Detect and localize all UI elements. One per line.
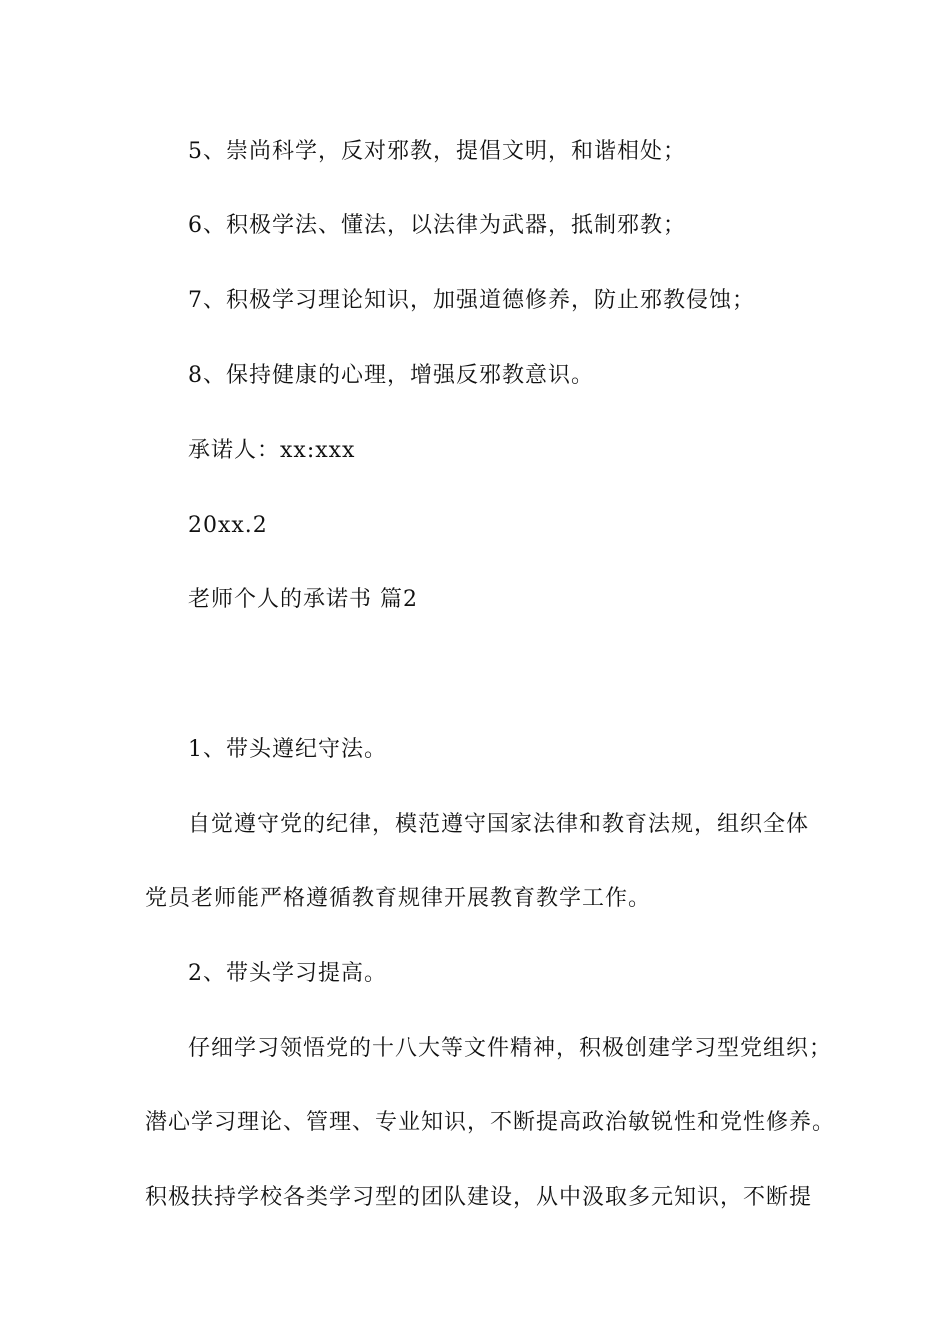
- paragraph-line: 仔细学习领悟党的十八大等文件精神，积极创建学习型党组织；: [188, 1036, 833, 1061]
- commitment-item-6: 6、积极学法、懂法，以法律为武器，抵制邪教；: [188, 213, 686, 238]
- commitment-item-5: 5、崇尚科学，反对邪教，提倡文明，和谐相处；: [188, 139, 686, 164]
- paragraph-line: 党员老师能严格遵循教育规律开展教育教学工作。: [145, 886, 652, 911]
- paragraph-line: 积极扶持学校各类学习型的团队建设，从中汲取多元知识，不断提: [145, 1185, 813, 1210]
- paragraph-line: 自觉遵守党的纪律，模范遵守国家法律和教育法规，组织全体: [188, 812, 810, 837]
- point-1-heading: 1、带头遵纪守法。: [188, 737, 387, 762]
- point-2-heading: 2、带头学习提高。: [188, 961, 387, 986]
- date-line: 20xx.2: [188, 513, 268, 538]
- commitment-item-7: 7、积极学习理论知识，加强道德修养，防止邪教侵蚀；: [188, 288, 755, 313]
- signatory-line: 承诺人：xx:xxx: [188, 438, 356, 463]
- paragraph-line: 潜心学习理论、管理、专业知识，不断提高政治敏锐性和党性修养。: [145, 1110, 836, 1135]
- commitment-item-8: 8、保持健康的心理，增强反邪教意识。: [188, 363, 594, 388]
- section-heading: 老师个人的承诺书 篇2: [188, 587, 418, 612]
